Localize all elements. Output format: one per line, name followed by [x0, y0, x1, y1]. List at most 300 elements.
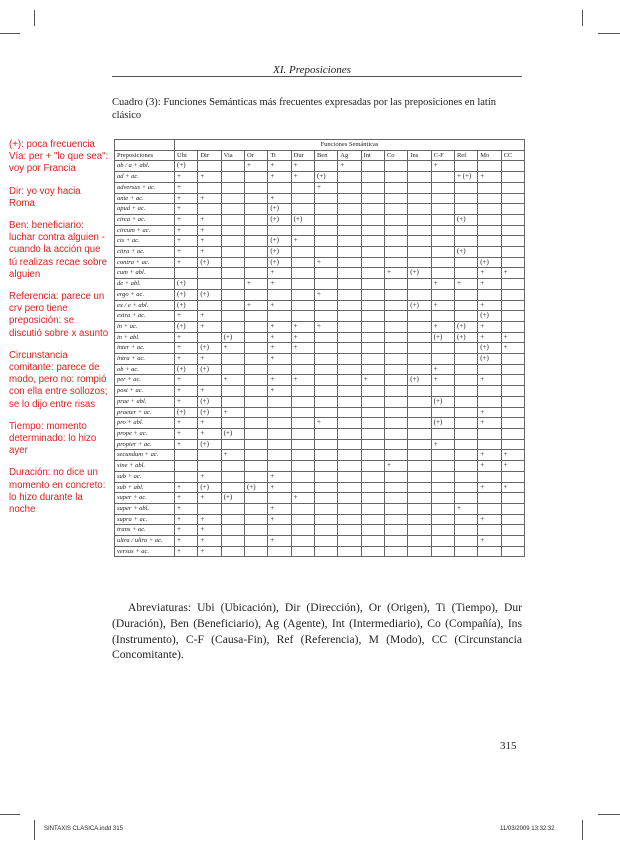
preposition-cell: ultra / ultro + ac.: [115, 536, 175, 547]
function-cell: +: [268, 354, 291, 365]
function-cell: [338, 364, 361, 375]
function-cell: (+): [478, 354, 501, 365]
function-cell: +: [175, 332, 198, 343]
function-cell: +: [175, 418, 198, 429]
function-cell: [384, 375, 407, 386]
function-cell: + (+): [454, 172, 477, 183]
function-cell: +: [478, 450, 501, 461]
function-cell: [314, 471, 337, 482]
note: Duración: no dice un momento en concreto: lo hizo durante la noche: [9, 467, 106, 516]
function-cell: +: [244, 161, 267, 172]
table-row: [115, 257, 525, 268]
function-cell: [314, 279, 337, 290]
function-cell: [501, 493, 524, 504]
function-cell: (+): [198, 482, 221, 493]
preposition-cell: trans + ac.: [115, 525, 175, 536]
function-cell: (+): [244, 482, 267, 493]
function-cell: [454, 193, 477, 204]
function-cell: [244, 514, 267, 525]
function-cell: [198, 161, 221, 172]
function-cell: [244, 354, 267, 365]
function-cell: [431, 247, 454, 258]
function-cell: [408, 450, 431, 461]
function-cell: [431, 536, 454, 547]
preposition-cell: contra + ac.: [115, 257, 175, 268]
function-cell: [314, 450, 337, 461]
function-cell: [431, 182, 454, 193]
function-cell: [384, 407, 407, 418]
function-cell: [431, 343, 454, 354]
function-cell: [221, 182, 244, 193]
function-cell: [361, 482, 384, 493]
function-cell: [431, 461, 454, 472]
function-cell: [338, 289, 361, 300]
function-cell: [384, 396, 407, 407]
function-cell: [408, 482, 431, 493]
function-cell: [314, 525, 337, 536]
function-cell: [501, 375, 524, 386]
function-cell: [454, 493, 477, 504]
function-cell: (+): [175, 279, 198, 290]
crop-mark: [0, 33, 20, 34]
function-cell: +: [478, 375, 501, 386]
table-row: [115, 332, 525, 343]
function-cell: [338, 546, 361, 557]
function-cell: [244, 236, 267, 247]
function-cell: [338, 332, 361, 343]
function-cell: [408, 493, 431, 504]
function-cell: [338, 536, 361, 547]
function-cell: +: [454, 503, 477, 514]
function-cell: +: [431, 439, 454, 450]
function-cell: [501, 428, 524, 439]
function-cell: (+): [198, 257, 221, 268]
function-cell: [478, 225, 501, 236]
function-cell: [338, 279, 361, 290]
function-cell: [408, 311, 431, 322]
table-row: [115, 364, 525, 375]
function-cell: (+): [175, 321, 198, 332]
function-cell: [454, 354, 477, 365]
column-header: Ubi: [175, 150, 198, 161]
function-cell: (+): [268, 214, 291, 225]
page-number: 315: [500, 740, 517, 752]
function-cell: +: [175, 546, 198, 557]
function-cell: [361, 407, 384, 418]
function-cell: [221, 354, 244, 365]
function-cell: [221, 514, 244, 525]
function-cell: +: [314, 418, 337, 429]
function-cell: +: [478, 300, 501, 311]
preposition-cell: prope + ac.: [115, 428, 175, 439]
function-cell: [314, 461, 337, 472]
function-cell: [361, 525, 384, 536]
function-cell: (+): [268, 236, 291, 247]
function-cell: [431, 471, 454, 482]
table-row: [115, 279, 525, 290]
column-header: CC: [501, 150, 524, 161]
function-cell: [361, 182, 384, 193]
function-cell: +: [198, 418, 221, 429]
function-cell: [501, 354, 524, 365]
function-cell: [175, 450, 198, 461]
function-cell: [384, 418, 407, 429]
function-cell: +: [478, 536, 501, 547]
function-cell: +: [198, 321, 221, 332]
preposition-cell: secundum + ac.: [115, 450, 175, 461]
function-cell: [408, 407, 431, 418]
crop-mark: [582, 10, 583, 26]
function-cell: [338, 428, 361, 439]
function-cell: [221, 279, 244, 290]
function-cell: [361, 418, 384, 429]
function-cell: [454, 471, 477, 482]
handwritten-notes: [9, 139, 109, 526]
function-cell: [361, 396, 384, 407]
function-cell: [408, 182, 431, 193]
function-cell: [244, 311, 267, 322]
function-cell: +: [198, 493, 221, 504]
function-cell: [431, 482, 454, 493]
function-cell: [221, 386, 244, 397]
function-cell: [408, 546, 431, 557]
function-cell: [314, 354, 337, 365]
function-cell: [198, 375, 221, 386]
function-cell: [198, 503, 221, 514]
running-header: XI. Preposiciones: [273, 64, 351, 76]
function-cell: (+): [454, 214, 477, 225]
function-cell: +: [291, 332, 314, 343]
function-cell: [384, 193, 407, 204]
function-cell: [501, 311, 524, 322]
function-cell: [454, 386, 477, 397]
function-cell: [244, 193, 267, 204]
function-cell: [221, 525, 244, 536]
function-cell: [221, 214, 244, 225]
function-cell: [198, 268, 221, 279]
function-cell: +: [478, 514, 501, 525]
preposition-cell: super + ac.: [115, 493, 175, 504]
function-cell: +: [314, 321, 337, 332]
function-cell: [408, 332, 431, 343]
function-cell: +: [175, 311, 198, 322]
function-cell: (+): [221, 493, 244, 504]
function-cell: [338, 354, 361, 365]
function-cell: [361, 343, 384, 354]
function-cell: [408, 418, 431, 429]
column-header: Ins: [408, 150, 431, 161]
function-cell: +: [268, 514, 291, 525]
function-cell: [338, 321, 361, 332]
function-cell: [384, 214, 407, 225]
function-cell: [221, 268, 244, 279]
function-cell: [221, 546, 244, 557]
function-cell: [384, 536, 407, 547]
function-cell: [338, 503, 361, 514]
function-cell: [291, 289, 314, 300]
table-row: [115, 321, 525, 332]
function-cell: (+): [454, 332, 477, 343]
function-cell: (+): [198, 439, 221, 450]
function-cell: [478, 236, 501, 247]
function-cell: [244, 257, 267, 268]
function-cell: [338, 247, 361, 258]
function-cell: [408, 289, 431, 300]
function-cell: [384, 450, 407, 461]
function-cell: [501, 418, 524, 429]
function-cell: [501, 546, 524, 557]
function-cell: [361, 193, 384, 204]
preposition-cell: sub + abl.: [115, 482, 175, 493]
function-cell: [198, 204, 221, 215]
function-cell: [338, 343, 361, 354]
function-cell: [175, 268, 198, 279]
function-cell: [384, 343, 407, 354]
function-cell: (+): [431, 332, 454, 343]
table-row: [115, 471, 525, 482]
table-row: [115, 493, 525, 504]
function-cell: [244, 428, 267, 439]
function-cell: [431, 514, 454, 525]
preposition-cell: circa + ac.: [115, 214, 175, 225]
table-row: [115, 536, 525, 547]
function-cell: (+): [175, 289, 198, 300]
function-cell: [244, 321, 267, 332]
function-cell: [384, 428, 407, 439]
column-header: Ben: [314, 150, 337, 161]
function-cell: [361, 300, 384, 311]
function-cell: [268, 225, 291, 236]
function-cell: +: [291, 161, 314, 172]
function-cell: (+): [408, 268, 431, 279]
table-row: [115, 482, 525, 493]
column-header: Or: [244, 150, 267, 161]
function-cell: [338, 439, 361, 450]
function-cell: [431, 257, 454, 268]
function-cell: +: [198, 354, 221, 365]
function-cell: [338, 300, 361, 311]
function-cell: [501, 471, 524, 482]
function-cell: [408, 279, 431, 290]
function-cell: [501, 300, 524, 311]
function-cell: [454, 536, 477, 547]
function-cell: +: [175, 214, 198, 225]
preposition-cell: versus + ac.: [115, 546, 175, 557]
function-cell: +: [268, 536, 291, 547]
function-cell: [478, 439, 501, 450]
preposition-cell: sub + ac.: [115, 471, 175, 482]
function-cell: [314, 375, 337, 386]
function-cell: +: [175, 396, 198, 407]
function-cell: [361, 236, 384, 247]
function-cell: [361, 214, 384, 225]
function-cell: +: [175, 514, 198, 525]
function-cell: [361, 461, 384, 472]
function-cell: [361, 311, 384, 322]
function-cell: (+): [478, 311, 501, 322]
function-cell: [384, 364, 407, 375]
preposition-cell: prae + abl.: [115, 396, 175, 407]
function-cell: [384, 321, 407, 332]
function-cell: +: [268, 343, 291, 354]
column-header: C-F: [431, 150, 454, 161]
function-cell: [291, 193, 314, 204]
footer-file-info: SINTAXIS CLASICA.indd 315: [44, 826, 123, 832]
function-cell: [338, 450, 361, 461]
function-cell: [361, 536, 384, 547]
function-cell: +: [175, 172, 198, 183]
function-cell: [244, 268, 267, 279]
function-cell: [291, 461, 314, 472]
function-cell: [244, 418, 267, 429]
function-cell: [291, 428, 314, 439]
function-cell: [175, 471, 198, 482]
function-cell: [454, 461, 477, 472]
function-cell: [431, 289, 454, 300]
function-cell: +: [198, 214, 221, 225]
table-row: [115, 461, 525, 472]
function-cell: +: [314, 257, 337, 268]
preposition-cell: per + ac.: [115, 375, 175, 386]
function-cell: [478, 161, 501, 172]
function-cell: +: [478, 268, 501, 279]
function-cell: [384, 503, 407, 514]
function-cell: [431, 428, 454, 439]
preposition-cell: citra + ac.: [115, 247, 175, 258]
column-header: Ag: [338, 150, 361, 161]
function-cell: [221, 257, 244, 268]
function-cell: [244, 204, 267, 215]
table-row: [115, 386, 525, 397]
function-cell: +: [198, 225, 221, 236]
function-cell: [501, 225, 524, 236]
function-cell: [361, 514, 384, 525]
function-cell: [291, 471, 314, 482]
function-cell: [338, 461, 361, 472]
preposition-cell: adversus + ac.: [115, 182, 175, 193]
function-cell: [314, 247, 337, 258]
function-cell: +: [431, 364, 454, 375]
function-cell: +: [501, 343, 524, 354]
function-cell: +: [501, 268, 524, 279]
function-cell: [291, 407, 314, 418]
function-cell: [268, 428, 291, 439]
preposition-cell: in + ac.: [115, 321, 175, 332]
function-cell: +: [478, 418, 501, 429]
function-cell: [361, 289, 384, 300]
column-header: Ti: [268, 150, 291, 161]
function-cell: [454, 268, 477, 279]
function-cell: +: [291, 172, 314, 183]
function-cell: [454, 428, 477, 439]
function-cell: [384, 236, 407, 247]
function-cell: +: [198, 514, 221, 525]
function-cell: [501, 236, 524, 247]
function-cell: [408, 257, 431, 268]
function-cell: +: [198, 386, 221, 397]
function-cell: [431, 225, 454, 236]
function-cell: [384, 311, 407, 322]
function-cell: +: [268, 386, 291, 397]
function-cell: [384, 161, 407, 172]
function-cell: [431, 450, 454, 461]
function-cell: [478, 525, 501, 536]
preposition-cell: post + ac.: [115, 386, 175, 397]
function-cell: [314, 503, 337, 514]
function-cell: +: [431, 279, 454, 290]
function-cell: (+): [268, 257, 291, 268]
function-cell: [361, 471, 384, 482]
preposition-cell: cis + ac.: [115, 236, 175, 247]
function-cell: [244, 386, 267, 397]
function-cell: +: [175, 493, 198, 504]
crop-mark: [34, 10, 35, 26]
table-row: [115, 354, 525, 365]
function-cell: (+): [198, 289, 221, 300]
function-cell: [338, 236, 361, 247]
function-cell: [408, 439, 431, 450]
preposition-cell: ergo + ac.: [115, 289, 175, 300]
function-cell: [291, 225, 314, 236]
function-cell: [408, 525, 431, 536]
function-cell: [408, 503, 431, 514]
function-cell: [384, 514, 407, 525]
column-header: Mo: [478, 150, 501, 161]
function-cell: +: [268, 482, 291, 493]
crop-mark: [598, 814, 620, 815]
function-cell: +: [175, 247, 198, 258]
function-cell: [408, 343, 431, 354]
function-cell: [361, 332, 384, 343]
function-cell: [291, 279, 314, 290]
table-row: [115, 161, 525, 172]
function-cell: +: [501, 450, 524, 461]
function-cell: [268, 182, 291, 193]
function-cell: [361, 279, 384, 290]
function-cell: [244, 461, 267, 472]
function-cell: [408, 514, 431, 525]
preposition-cell: ab / a + abl.: [115, 161, 175, 172]
function-cell: [501, 193, 524, 204]
preposition-cell: pro + abl.: [115, 418, 175, 429]
function-cell: [268, 364, 291, 375]
preposition-cell: cum + abl.: [115, 268, 175, 279]
function-cell: [431, 525, 454, 536]
function-cell: [431, 204, 454, 215]
function-cell: [478, 386, 501, 397]
function-cell: [431, 493, 454, 504]
function-cell: [338, 193, 361, 204]
function-cell: [478, 247, 501, 258]
preposition-cell: ob + ac.: [115, 364, 175, 375]
function-cell: [361, 172, 384, 183]
table-row: [115, 204, 525, 215]
function-cell: [454, 289, 477, 300]
function-cell: (+): [175, 300, 198, 311]
function-cell: [454, 514, 477, 525]
function-cell: [384, 182, 407, 193]
function-cell: [478, 182, 501, 193]
function-cell: [384, 386, 407, 397]
function-cell: +: [175, 428, 198, 439]
table-row: [115, 546, 525, 557]
function-cell: [244, 172, 267, 183]
column-header: Int: [361, 150, 384, 161]
function-cell: [338, 375, 361, 386]
function-cell: [198, 461, 221, 472]
function-cell: [478, 471, 501, 482]
function-cell: [454, 300, 477, 311]
